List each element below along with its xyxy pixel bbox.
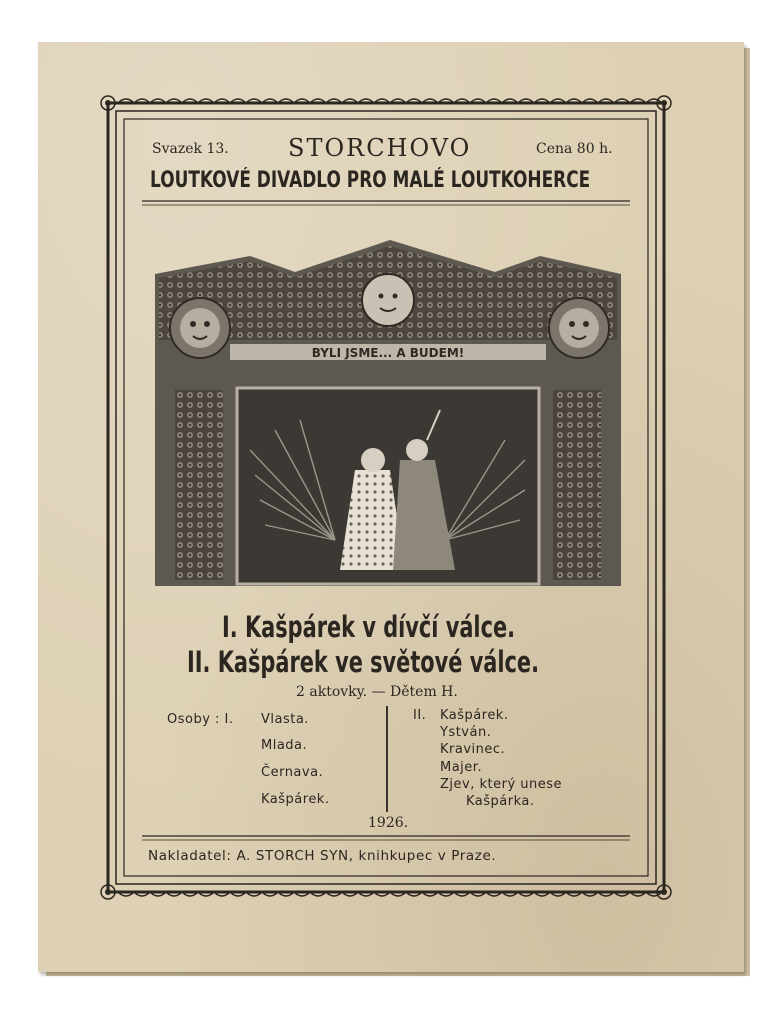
publisher-name: STORCHOVO bbox=[288, 134, 472, 162]
cast-part1-name: Černava. bbox=[261, 765, 324, 780]
cast-part1-name: Vlasta. bbox=[261, 712, 309, 727]
cast-part2-name: Zjev, který unese bbox=[440, 777, 563, 792]
cast-part1-name: Mlada. bbox=[261, 738, 308, 753]
cast-label: Osoby : I. bbox=[167, 712, 234, 727]
cast-part2-name: Ystván. bbox=[440, 725, 492, 740]
cast-part1-name: Kašpárek. bbox=[261, 792, 330, 807]
cast-part2-name: Kašpárek. bbox=[440, 708, 509, 723]
cast-part2-name: Majer. bbox=[440, 760, 483, 775]
cast-part2-name: Kašpárka. bbox=[466, 794, 535, 809]
price: Cena 80 h. bbox=[536, 141, 613, 157]
series-title: LOUTKOVÉ DIVADLO PRO MALÉ LOUTKOHERCE bbox=[150, 168, 591, 193]
cast-part2-name: Kravinec. bbox=[440, 742, 506, 757]
cast-divider bbox=[386, 706, 388, 812]
puppet-theatre-illustration bbox=[155, 240, 621, 586]
volume-number: Svazek 13. bbox=[152, 141, 229, 157]
cast-part2-label: II. bbox=[413, 708, 427, 723]
play-title-1: I. Kašpárek v dívčí válce. bbox=[222, 610, 516, 644]
subtitle: 2 aktovky. — Dětem H. bbox=[296, 684, 458, 700]
play-title-2: II. Kašpárek ve světové válce. bbox=[187, 645, 540, 679]
theatre-banner-text: BYLI JSME... A BUDEM! bbox=[311, 346, 465, 360]
publication-year: 1926. bbox=[368, 815, 409, 831]
publisher-imprint: Nakladatel: A. STORCH SYN, knihkupec v Praze. bbox=[148, 848, 497, 864]
